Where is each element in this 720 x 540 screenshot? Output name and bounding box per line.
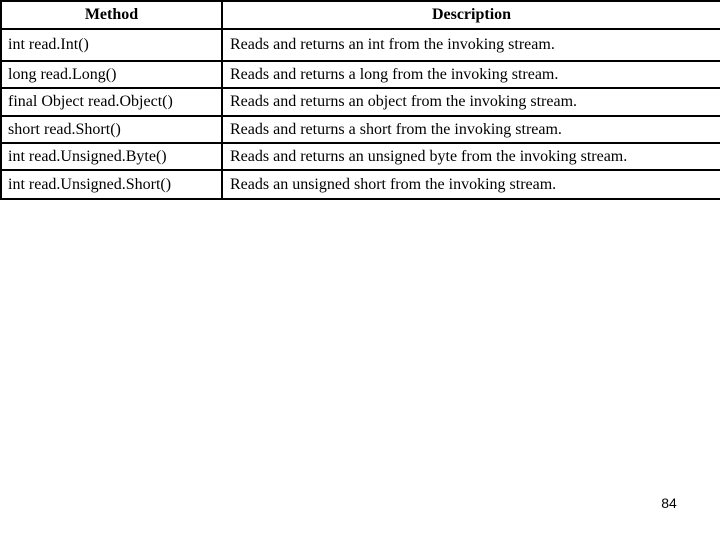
method-cell: final Object read.Object() (1, 88, 222, 116)
method-cell: long read.Long() (1, 61, 222, 88)
description-cell: Reads and returns an object from the invoking stream. (222, 88, 720, 116)
method-cell: short read.Short() (1, 116, 222, 143)
table-row (1, 170, 720, 199)
table-row (1, 61, 720, 88)
description-cell: Reads and returns a long from the invoking stream. (222, 61, 720, 88)
table-row (1, 88, 720, 116)
method-cell: int read.Unsigned.Byte() (1, 143, 222, 170)
table-row (1, 29, 720, 61)
method-cell: int read.Int() (1, 29, 222, 61)
description-cell: Reads an unsigned short from the invoking stream. (222, 170, 720, 199)
table-header-row (1, 1, 720, 29)
description-cell: Reads and returns an int from the invoking stream. (222, 29, 720, 61)
methods-table (0, 0, 720, 200)
column-header-method: Method (1, 1, 222, 29)
table-row (1, 143, 720, 170)
description-cell: Reads and returns an unsigned byte from the invoking stream. (222, 143, 720, 170)
method-cell: int read.Unsigned.Short() (1, 170, 222, 199)
table-row (1, 116, 720, 143)
page-number: 84 (661, 495, 677, 511)
description-cell: Reads and returns a short from the invoking stream. (222, 116, 720, 143)
column-header-description: Description (222, 1, 720, 29)
